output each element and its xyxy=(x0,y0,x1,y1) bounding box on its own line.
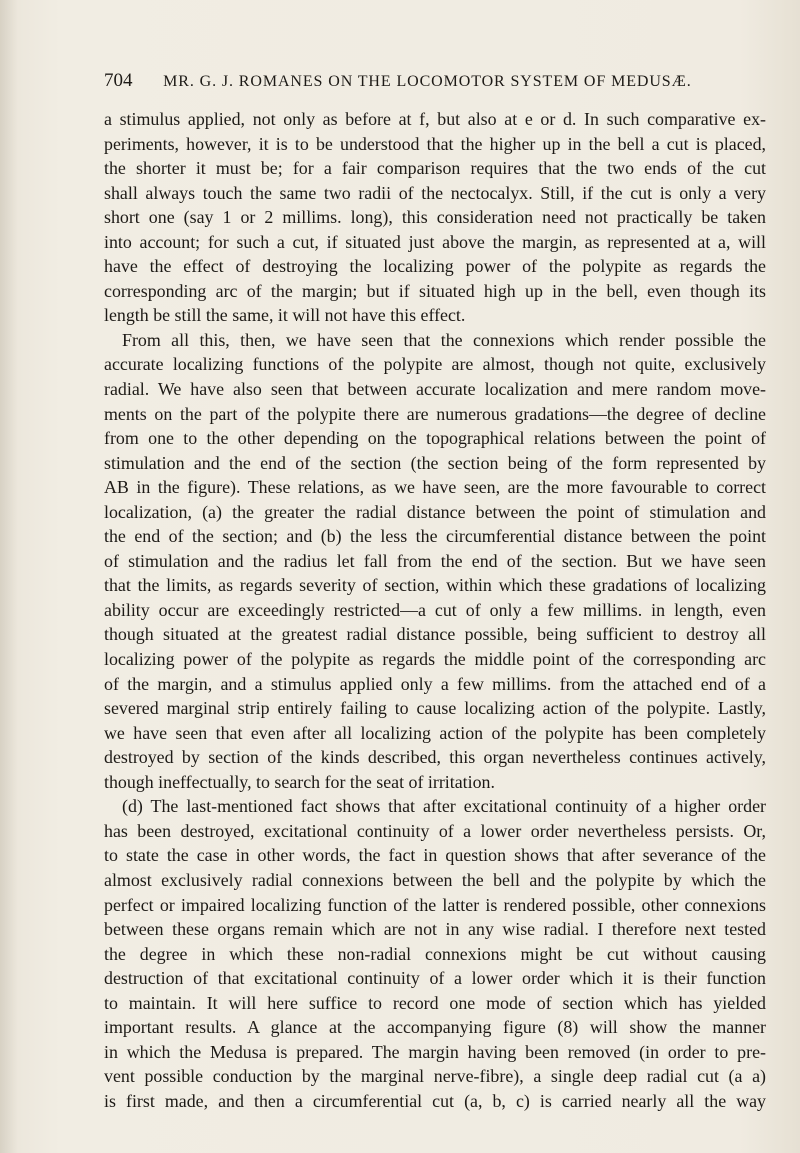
text-line: vent possible conduction by the marginal nerve-fibre), a single deep radial cut (a a) xyxy=(104,1066,766,1087)
text-line: ments on the part of the polypite there are numerous gradations—the degree of decline xyxy=(104,403,766,424)
text-line: localizing power of the polypite as regards the middle point of the corresponding arc xyxy=(104,649,766,670)
paragraph-start-line: (d) The last-mentioned fact shows that after excitational continuity of a higher order xyxy=(122,796,766,817)
text-line: localization, (a) the greater the radial distance between the point of stimulation and xyxy=(104,501,766,522)
text-line: between these organs remain which are not in any wise radial. I therefore next tested xyxy=(104,919,766,940)
text-line: accurate localizing functions of the polypite are almost, though not quite, exclusively xyxy=(104,354,766,375)
text-line: almost exclusively radial connexions between the bell and the polypite by which the xyxy=(104,869,766,890)
text-line: from one to the other depending on the topographical relations between the point of xyxy=(104,428,766,449)
text-line: the shorter it must be; for a fair comparison requires that the two ends of the cut xyxy=(104,158,766,179)
running-title: MR. G. J. ROMANES ON THE LOCOMOTOR SYSTEM OF MEDUSÆ. xyxy=(163,73,692,90)
text-line: severed marginal strip entirely failing to cause localizing action of the polypite. Lastly, xyxy=(104,698,766,719)
text-line: of the margin, and a stimulus applied only a few millims. from the attached end of a xyxy=(104,673,766,694)
text-line: shall always touch the same two radii of the nectocalyx. Still, if the cut is only a very xyxy=(104,182,766,203)
text-line: though ineffectually, to search for the seat of irritation. xyxy=(104,771,495,792)
text-line: periments, however, it is to be understood that the higher up in the bell a cut is placed, xyxy=(104,133,766,154)
text-line: the degree in which these non-radial connexions might be cut without causing xyxy=(104,943,766,964)
text-line: though situated at the greatest radial distance possible, being sufficient to destroy all xyxy=(104,624,766,645)
text-line: corresponding arc of the margin; but if situated high up in the bell, even though its xyxy=(104,280,766,301)
text-line: length be still the same, it will not have this effect. xyxy=(104,305,466,326)
text-line: stimulation and the end of the section (the section being of the form represented by xyxy=(104,452,766,473)
text-line: to maintain. It will here suffice to record one mode of section which has yielded xyxy=(104,992,766,1013)
text-line: that the limits, as regards severity of section, within which these gradations of localizing xyxy=(104,575,766,596)
text-line: have the effect of destroying the localizing power of the polypite as regards the xyxy=(104,256,766,277)
text-line: has been destroyed, excitational continuity of a lower order nevertheless persists. Or, xyxy=(104,820,766,841)
text-line: important results. A glance at the accompanying figure (8) will show the manner xyxy=(104,1017,766,1038)
paragraph-start-line: From all this, then, we have seen that the connexions which render possible the xyxy=(122,329,766,350)
text-line: to state the case in other words, the fact in question shows that after severance of the xyxy=(104,845,766,866)
text-line: radial. We have also seen that between accurate localization and mere random move- xyxy=(104,379,766,400)
text-line: we have seen that even after all localizing action of the polypite has been completely xyxy=(104,722,766,743)
body-text xyxy=(104,107,766,1113)
text-line: perfect or impaired localizing function of the latter is rendered possible, other connexions xyxy=(104,894,766,915)
text-line: AB in the figure). These relations, as we have seen, are the more favourable to correct xyxy=(104,477,766,498)
text-line: the end of the section; and (b) the less the circumferential distance between the point xyxy=(104,526,766,547)
text-line: destroyed by section of the kinds described, this organ nevertheless continues actively, xyxy=(104,747,766,768)
text-line: is first made, and then a circumferential cut (a, b, c) is carried nearly all the way xyxy=(104,1090,766,1111)
page-number: 704 xyxy=(104,70,133,91)
text-line: short one (say 1 or 2 millims. long), this consideration need not practically be taken xyxy=(104,207,766,228)
text-line: a stimulus applied, not only as before at f, but also at e or d. In such comparative ex- xyxy=(104,109,766,129)
text-line: ability occur are exceedingly restricted—a cut of only a few millims. in length, even xyxy=(104,599,766,620)
running-header xyxy=(104,70,766,92)
text-line: destruction of that excitational continuity of a lower order which it is their function xyxy=(104,968,766,989)
text-line: of stimulation and the radius let fall from the end of the section. But we have seen xyxy=(104,550,766,571)
text-line: into account; for such a cut, if situated just above the margin, as represented at a, will xyxy=(104,231,766,252)
text-line: in which the Medusa is prepared. The margin having been removed (in order to pre- xyxy=(104,1041,766,1062)
